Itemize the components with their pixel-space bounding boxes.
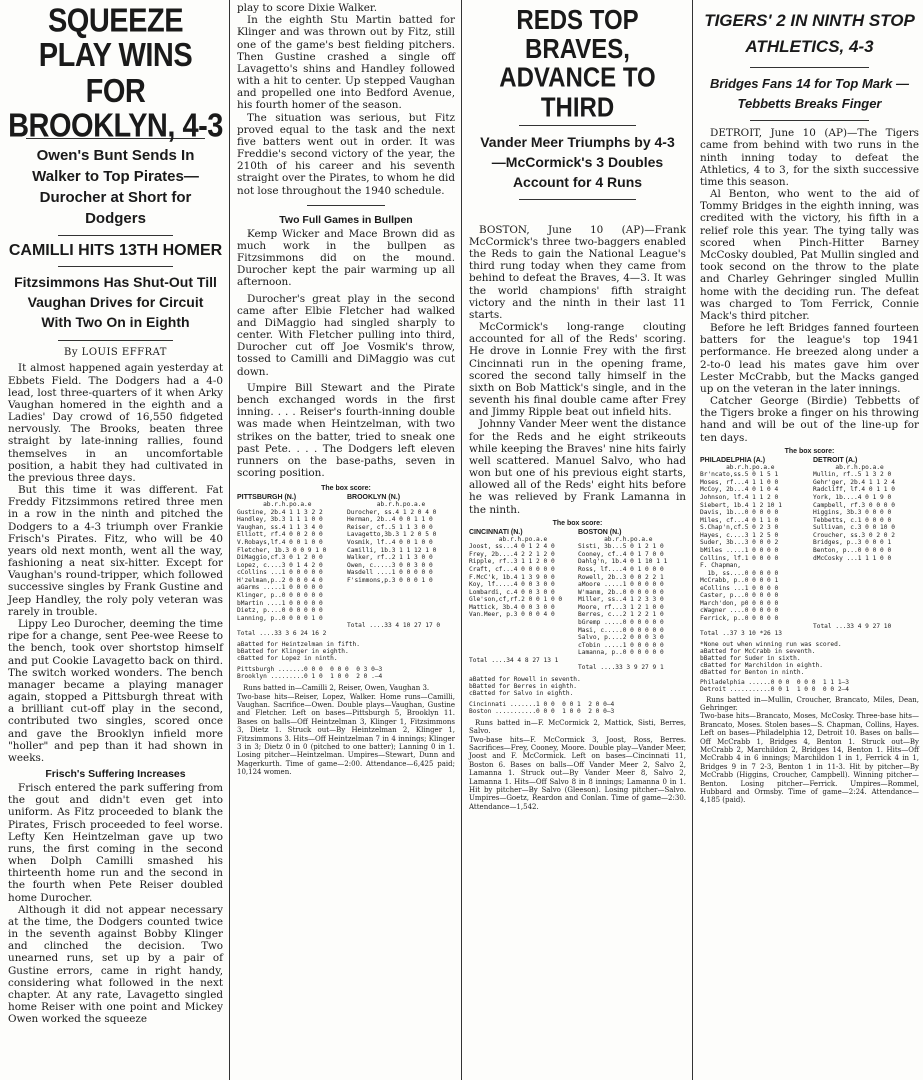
col1-paragraph-2: But this time it was different. Fat Freddy Fitzsimmons retired three men in a row in the ninth and pitched the Dodgers to a 4-3 triumph over Frankie Frisch's Pirates. Fitz, who will be 40 years old next month, went all the way, fashioning a neat six-hitter. Except for Vaughan's round-tripper, which followed successive singles by Frank Gustine and Jeep Handley, the roly poly veteran was rarely in trouble. (8, 484, 223, 618)
col2-paragraph-1: play to score Dixie Walker. (237, 2, 378, 14)
linescore-brooklyn: Brooklyn .........0 1 0 1 0 0 2 0 .—4 (237, 673, 383, 681)
col2-paragraph-3: The situation was serious, but Fitz proved equal to the task and the next five batters went out in order. It was Freddie's second victory of the year, the 210th of his career and his seventh straight over the Pirates, to whom he did not lose throughout the 1940 schedule. (237, 111, 455, 197)
box-cincinnati (469, 529, 577, 672)
box-lines-pittsburgh: ab.r.h.po.a.e Gustine, 2b.4 1 1 3 2 2 Handley, 3b.3 1 1 1 0 0 Vaughan, ss.4 1 1 3 4 0 Elliott, rf.4 0 0 2 0 0 V.Robays,lf.4 0 0 1 0 0 Fletcher, 1b.3 0 0 9 1 0 DiMaggio,cf.3 0 1 2 0 0 Lopez, c....3 0 1 4 2 0 cCollins ...1 0 0 0 0 0 H'zelman,p..2 0 0 0 4 0 aGarms .....1 0 0 0 0 0 Klinger, p..0 0 0 0 0 0 bMartin ....1 0 0 0 0 0 Dietz, p....0 0 0 0 0 0 Lanning, p..0 0 0 0 1 0 Total ....33 3 6 24 16 2 (237, 501, 327, 637)
note-line: cBatted for Marchildon in eighth. (700, 661, 823, 669)
box-head-philadelphia: PHILADELPHIA (A.) (700, 456, 766, 464)
box-pittsburgh (237, 494, 345, 637)
col1-paragraph-5: Although it did not appear necessary at the time, the Dodgers counted twice in the seventh against Bobby Klinger and clinched the decision. Two unearned runs, set up by a pair of Gustine errors, came in right handy, considering what followed in the next chapter. At any rate, Lavagetto singled home Reiser with one point and Mickey Owen worked the squeeze (8, 903, 223, 1026)
box-score-label-pit-bkn: The box score: (321, 485, 371, 493)
byline: By LOUIS EFFRAT (64, 347, 167, 359)
linescore-boston: Boston ...........0 0 0 1 0 0 2 0 0—3 (469, 707, 615, 715)
deck-owen-bunt: Owen's Bunt Sends In Walker to Top Pirates—Durocher at Short for Dodgers (32, 146, 199, 227)
note-line: dBatted for Benton in ninth. (700, 668, 805, 676)
box-head-boston: BOSTON (N.) (578, 528, 622, 536)
note-line: aBatted for Rowell in seventh. (469, 675, 581, 683)
box-lines-boston: ab.r.h.po.a.e Sisti, 3b...5 0 1 2 1 0 Cooney, cf..4 0 1 7 0 0 Dahlg'n, 1b.4 0 1 10 1 1 Ross, lf....4 0 1 0 0 0 Rowell, 2b..3 0 0 2 2 1 aMoore .....1 0 0 0 0 0 W'manm, 2b..0 0 0 0 0 0 Miller, ss..4 1 2 3 3 0 Moore, rf...3 1 2 1 0 0 Berres, c...2 1 2 2 1 0 bGremp .....0 0 0 0 0 0 Masi, c.....0 0 0 0 0 0 Salvo, p....2 0 0 0 3 0 cTobin .....1 0 0 0 0 0 Lamanna, p..0 0 0 0 0 0 Total ....33 3 9 27 9 1 (578, 535, 668, 672)
note-line: bBatted for Berres in eighth. (469, 682, 578, 690)
col4-paragraph-2: Al Benton, who went to the aid of Tommy Bridges in the eighth inning, was credited with the victory, his fifth in a relief role this year. The tying tally was scored when Pinch-Hitter Barney McCosky doubled, Pat Mullin singled and took second on the throw to the plate and Charley Gehringer singled Mullin home with the deciding run. The defeat was charged to Tom Ferrick, Connie Mack's third pitcher. (700, 188, 919, 322)
box-lines-brooklyn: ab.r.h.po.a.e Durocher, ss.4 1 2 0 4 0 Herman, 2b..4 0 0 1 1 0 Reiser, cf..5 1 1 3 0 0 Lavagetto,3b.3 1 2 0 5 0 Vosmik, lf..4 0 0 1 0 0 Camilli, 1b.3 1 1 12 1 0 Walker, rf..2 1 1 3 0 0 Owen, c.....3 0 0 3 0 0 Wasdell ....1 0 0 0 0 0 F'simmons,p.3 0 0 0 1 0 Total ....33 4 10 27 17 0 (347, 501, 441, 630)
headline-dodgers: SQUEEZE PLAY WINS FOR BROOKLYN, 4-3 (8, 2, 223, 145)
box-score-label-phi-det: The box score: (784, 447, 835, 455)
note-line: bBatted for Klinger in eighth. (237, 648, 349, 656)
note-line: cBatted for Salvo in eighth. (469, 689, 574, 697)
col3-paragraph-1: BOSTON, June 10 (AP)—Frank McCormick's three two-baggers enabled the Reds to gain the National League's third rung today when they came from behind to defeat the Braves, 4—3. It was the world champions' fifth straight victory and the ninth in their last 11 starts. (469, 223, 686, 321)
box-score-label-cin-bos: The box score: (552, 519, 603, 527)
column-rule-1 (229, 0, 230, 1080)
col2-paragraph-6: Umpire Bill Stewart and the Pirate bench exchanged words in the first inning. . . . Reiser's fourth-inning double was made when Heintzelman, with two strikes on the batter, tried to sneak one past Pete. . . . The Dodgers left eleven runners on the base-paths, seven in scoring position. (237, 381, 455, 480)
col4-paragraph-1: DETROIT, June 10 (AP)—The Tigers came from behind with two runs in the ninth inning today to defeat the Athletics, 4 to 3, for the sixth successive time this season. (700, 127, 919, 188)
linescore-pittsburgh: Pittsburgh .......0 0 0 0 0 0 0 3 0—3 (237, 666, 383, 674)
box-head-brooklyn: BROOKLYN (N.) (347, 494, 401, 502)
column-3-reds (463, 0, 691, 1080)
note-line: aBatted for McCrabb in seventh. (700, 647, 816, 655)
col3-paragraph-3: Johnny Vander Meer went the distance for the Reds and he eight strikeouts while keeping the Braves' nine hits fairly well scattered. Manuel Salvo, who had won but one of his previous eight starts, allowed all of the Reds' eight hits before he was relieved by Frank Lamanna in the ninth. (469, 418, 686, 516)
col2-paragraph-5: Durocher's great play in the second came after Elbie Fletcher had walked and DiMaggio had singled sharply to center. With Fletcher pulling into third, Durocher cut off Joe Vosmik's throw, tossed to Camilli and DiMaggio was cut down. (237, 292, 455, 378)
box-detroit (813, 457, 919, 638)
column-4-tigers (694, 0, 923, 1080)
note-line: bBatted for Suder in sixth. (700, 654, 801, 662)
col4-paragraph-3: Before he left Bridges fanned fourteen batters for the league's top 1941 performance. He breezed along under a 2-to-0 lead his mates gave him over Lester McCrabb, but the Macks ganged up on the veteran in the later innings. (700, 322, 919, 395)
column-rule-3 (692, 0, 693, 1080)
deck-camilli-homer: CAMILLI HITS 13TH HOMER (8, 241, 223, 259)
box-brooklyn (347, 494, 455, 637)
col3-paragraph-2: McCormick's long-range clouting accounted for all of the Reds' scoring. He drove in Lonnie Frey with the first Cincinnati run in the opening frame, scored the second tally himself in the sixth on Bob Mattick's single, and in the seventh his final double came after Frey and Jimmy Ripple beat out infield hits. (469, 321, 686, 419)
col2-paragraph-2: In the eighth Stu Martin batted for Klinger and was thrown out by Fitz, still one of the game's best fielding pitchers. Then Gustine crashed a single off Lavagetto's shins and Handley followed with a hit to center. Up stepped Vaughan and propelled one into Bedford Avenue, his fourth homer of the season. (237, 14, 455, 112)
col2-paragraph-4: Kemp Wicker and Mace Brown did as much work in the bullpen as Fitzsimmons did on the mound. Durocher kept the pair warming up all afternoon. (237, 227, 455, 289)
box-head-pittsburgh: PITTSBURGH (N.) (237, 494, 297, 502)
linescore-cincinnati: Cincinnati .......1 0 0 0 0 1 2 0 0—4 (469, 700, 615, 708)
box-philadelphia (700, 457, 810, 638)
deck-bridges: Bridges Fans 14 for Top Mark —Tebbetts Breaks Finger (710, 76, 909, 112)
note-line: *None out when winning run was scored. (700, 640, 842, 648)
col4-paragraph-4: Catcher George (Birdie) Tebbetts of the Tigers broke a finger on his throwing hand and will be out of the line-up for ten days. (700, 395, 919, 444)
box-summary-cin-bos: Runs batted in—F. McCormick 2, Mattick, Sisti, Berres, Salvo. Two-base hits—F. McCormick 3, Joost, Ross, Berres. Sacrifices—Frey, Cooney, Moore. Double play—Vander Meer, Joost and F. McCormick. Left on bases—Cincinnati 11, Boston 6. Bases on balls—Off Vander Meer 2, Salvo 2, Lamanna 1. Struck out—By Vander Meer 8, Salvo 2, Lamanna 1. Hits—Off Salvo 8 in 8 innings; Lamanna 0 in 1. Hit by pitcher—By Salvo (Gleeson). Losing pitcher—Salvo. Umpires—Goetz, Reardon and Conlan. Time of game—2:30. Attendance—1,542. (469, 718, 686, 811)
column-rule-2 (461, 0, 462, 1080)
col1-paragraph-3: Lippy Leo Durocher, deeming the time ripe for a change, sent Pee-wee Reese to the bench, took over shortstop himself and put Cookie Lavagetto back on third. The switch worked wonders. The bench manager became a playing manager again, stopped a Pittsburgh threat with a brilliant cut-off play in the second, contributed two singles, scored once and gave the Brooklyn infield more "holler" and pep than it had shown in weeks. (8, 617, 223, 764)
column-2-dodgers-cont (231, 0, 460, 1080)
deck-fitzsimmons: Fitzsimmons Has Shut-Out Till Vaughan Drives for Circuit With Two On in Eighth (14, 273, 217, 330)
box-lines-philadelphia: ab.r.h.po.a.e Br'ncato,ss.5 0 1 5 1 Moses, rf...4 1 1 0 0 McCoy, 2b...4 0 1 0 4 Johnson, lf.4 1 1 2 0 Siebert, 1b.4 1 2 10 1 Davis, 1b...0 0 0 0 0 Miles, cf...4 0 1 1 0 S.Chap'n,cf.5 0 2 3 0 Hayes, c....3 1 2 5 0 Suder, 3b...3 0 0 0 2 bMiles .....1 0 0 0 0 Collins, lf.1 0 0 0 0 F. Chapman, 1b, ss....0 0 0 0 0 McCrabb, p..0 0 0 0 1 eCollins ...1 0 0 0 0 Caster, p...0 0 0 0 0 March'don, p0 0 0 0 0 cWagner ....0 0 0 0 0 Ferrick, p..0 0 0 0 0 Total ..37 3 10 *26 13 (700, 463, 782, 638)
box-head-detroit: DETROIT (A.) (813, 456, 858, 464)
deck-vander-meer: Vander Meer Triumphs by 4-3 —McCormick's 3 Doubles Account for 4 Runs (480, 133, 675, 191)
subhead-bullpen: Two Full Games in Bullpen (279, 213, 413, 226)
box-lines-detroit: ab.r.h.po.a.e Mullin, rf..5 1 3 2 0 Gehr'ger, 2b.4 1 1 2 4 Radcliff, lf.4 0 1 1 0 York, 1b....4 0 1 9 0 Campbell, rf.3 0 0 0 0 Higgins, 3b.3 0 0 0 0 Tebbetts, c.1 0 0 0 0 Sullivan, c.3 0 0 10 0 Croucher, ss.3 0 2 0 2 Bridges, p..3 0 0 0 1 Benton, p...0 0 0 0 0 dMcCosky ...1 1 1 0 0 Total ...33 4 9 27 10 (813, 463, 895, 630)
box-summary-pit-bkn: Runs batted in—Camilli 2, Reiser, Owen, Vaughan 3. Two-base hits—Reiser, Lopez, Walker. Home runs—Camilli, Vaughan. Sacrifice—Owen. Double plays—Vaughan, Gustine and Fletcher. Left on bases—Pittsburgh 5, Brooklyn 11. Bases on balls—Off Heintzelman 3, Klinger 1, Fitzsimmons 3, Dietz 1. Struck out—By Heintzelman 2, Klinger 1, Fitzsimmons 3. Hits—Off Heintzelman 7 in 4 innings; Klinger 3 in 3; Dietz 0 in 0 (pitched to one batter); Lanning 0 in 1. Losing pitcher—Heintzelman. Umpires—Stewart, Dunn and Magerkurth. Time of game—2:00. Attendance—6,425 paid; 10,124 women. (237, 684, 455, 777)
col1-paragraph-1: It almost happened again yesterday at Ebbets Field. The Dodgers had a 4-0 lead, lost three-quarters of it when Arky Vaughan homered in the eighth and a Ladies' Day crowd of 16,550 fidgeted nervously. The Brooks, beaten three straight by late-inning rallies, found themselves in an uncomfortable position, a habit they had cultivated in the previous three days. (8, 362, 223, 484)
linescore-detroit: Detroit ...........0 0 1 1 0 0 0 0 2—4 (700, 685, 850, 693)
box-boston (578, 529, 686, 672)
column-1-dodgers (2, 0, 227, 1080)
box-summary-phi-det: Runs batted in—Mullin, Croucher, Brancato, Miles, Dean, Gehringer. Two-base hits—Brancato, Moses, McCosky. Three-base hits—Brancato, Moses. Stolen bases—S. Chapman, Collins, Hayes. Left on bases—Philadelphia 12, Detroit 10. Bases on balls—Off McCrabb 1, Bridges 4, Benton 1. Struck out—By McCrabb 2, Marchildon 2, Bridges 14, Benton 1. Hits—Off McCrabb 4 in 6 innings; Marchildon 1 in 1, Ferrick 4 in 1, Bridges 9 in 7 2-3, Benton 1 in 11-3. Hit by pitcher—By McCrabb (Higgins, Croucher, Campbell). Winning pitcher—Benton. Losing pitcher—Ferrick. Umpires—Rommel, Hubbard and Ormsby. Time of game—2:24. Attendance—4,185 (paid). (700, 695, 919, 805)
box-lines-cincinnati: ab.r.h.po.a.e Joost, ss...4 0 1 2 4 0 Frey, 2b....4 2 2 1 2 0 Ripple, rf..3 1 1 2 0 0 Craft, cf...4 0 0 0 0 0 F.McC'k, 1b.4 1 3 9 0 0 Koy, lf.....4 0 0 3 0 0 Lombardi, c.4 0 0 3 0 0 Gle'son,cf,rf.2 0 0 1 0 0 Mattick, 3b.4 0 0 3 0 0 Van.Meer, p.3 0 0 0 4 0 Total ....34 4 8 27 13 1 (469, 535, 563, 664)
subhead-frisch: Frisch's Suffering Increases (45, 768, 186, 781)
headline-tigers: TIGERS' 2 IN NINTH STOP ATHLETICS, 4-3 (704, 11, 915, 56)
note-line: aBatted for Heintzelman in fifth. (237, 641, 360, 649)
col1-paragraph-4: Frisch entered the park suffering from the gout and didn't even get into uniform. As Fitz proceeded to blank the Pirates, Frisch proceeded to feel worse. Lefty Ken Heintzelman gave up two runs, the first coming in the second when Dolph Camilli smashed his thirteenth home run and the second in the fourth when Pete Reiser doubled home Durocher. (8, 782, 223, 904)
headline-reds: REDS TOP BRAVES, ADVANCE TO THIRD (499, 4, 656, 123)
linescore-philadelphia: Philadelphia ......0 0 0 0 0 0 1 1 1—3 (700, 678, 850, 686)
note-line: cBatted for Lopez in ninth. (237, 655, 338, 663)
box-head-cincinnati: CINCINNATI (N.) (469, 528, 523, 536)
